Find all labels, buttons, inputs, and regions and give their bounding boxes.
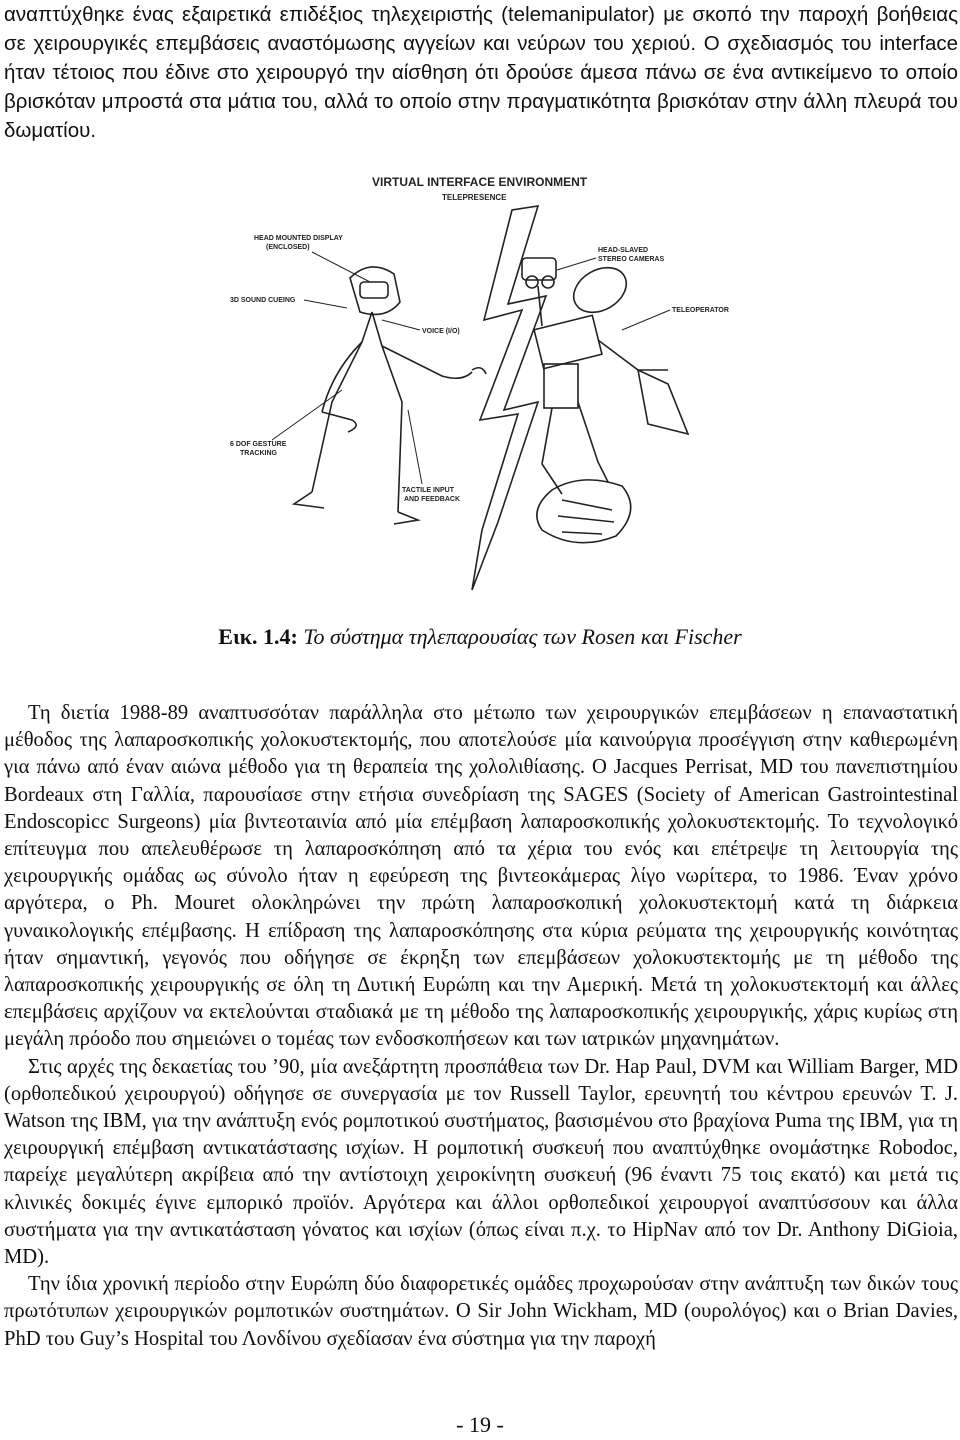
- paragraph-europe: Την ίδια χρονική περίοδο στην Ευρώπη δύο διαφορετικές ομάδες προχωρούσαν στην ανάπτυξη των δικών τους πρωτότυπων χειρουργικών ρομποτικών συστημάτων. Ο Sir John Wickham, MD (ουρολόγος) και ο Brian Davies, PhD του Guy’s Hospital του Λονδίνου σχεδίασαν ένα σύστημα για την παροχή: [4, 1273, 958, 1350]
- telepresence-figure: [222, 170, 782, 600]
- label-voice: VOICE (I/O): [422, 328, 460, 335]
- leader-sound: [304, 300, 347, 308]
- paragraph-laparoscopy: Τη διετία 1988-89 αναπτυσσόταν παράλληλα στο μέτωπο των χειρουργικών επεμβάσεων η επαναστατική μέθοδος της λαπαροσκοπικής χολοκυστεκτομής, που αποτελούσε μία καινούργια προσέγγιση στην καθιερωμένη για πάνω από έναν αιώνα μέθοδο για τη θεραπεία της χολολιθίασης. Ο Jacques Perrisat, MD του πανεπιστημίου Bordeaux στη Γαλλία, παρουσίασε στην ετήσια συνεδρίαση της SAGES (Society of American Gastrointestinal Endoscopicc Surgeons) μία βιντεοταινία από μία επέμβαση λαπαροσκοπικής χολοκυστεκτομής. Το τεχνολογικό επίτευγμα που απελευθέρωσε τη λαπαροσκόπηση από τα χέρια του ενός και επέτρεψε τη λειτουργία της χειρουργικής ομάδας ως σύνολο ήταν η εφεύρεση της βιντεοκάμερας λίγο νωρίτερα, το 1986. Έναν χρόνο αργότερα, ο Ph. Mouret ολοκληρώνει την πρώτη λαπαροσκοπική χολοκυστεκτομή κατά τη διάρκεια γυναικολογικής επέμβασης. Η επίδραση της λαπαροσκόπησης στα κύρια ρεύματα της χειρουργικής κοινότητας ήταν σημαντική, γεγονός που οδήγησε σε έκρηξη των επεμβάσεων χολοκυστεκτομής με τη μέθοδο της λαπαροσκοπικής χειρουργικής σε όλη τη Δυτική Ευρώπη και την Αμερική. Μετά τη χολοκυστεκτομή και άλλες επεμβάσεις αρχίζουν να εκτελούνται σταδιακά με τη μέθοδο της λαπαροσκοπικής χειρουργικής, χάρις κυρίως στη μεγάλη πρόοδο που σημειώνει ο τομέας των ενδοσκοπήσεων και των ιατρικών μηχανημάτων.: [4, 702, 958, 1051]
- figure-title: VIRTUAL INTERFACE ENVIRONMENT: [372, 175, 588, 189]
- figure-subtitle: TELEPRESENCE: [442, 193, 507, 202]
- separation-bolt: [472, 206, 546, 590]
- leader-hmd: [312, 252, 370, 282]
- label-cameras-2: STEREO CAMERAS: [598, 256, 665, 263]
- leader-teleoperator: [622, 310, 670, 330]
- intro-paragraph: αναπτύχθηκε ένας εξαιρετικά επιδέξιος τηλεχειριστής (telemanipulator) με σκοπό την παροχή βοήθειας σε χειρουργικές επεμβάσεις αναστόμωσης αγγείων και νεύρων του χεριού. Ο σχεδιασμός του interface ήταν τέτοιος που έδινε στο χειρουργό την αίσθηση ότι δρούσε άμεσα πάνω σε ένα αντικείμενο το οποίο βρισκόταν μπροστά στα μάτια του, αλλά το οποίο στην πραγματικότητα βρισκόταν στην άλλη πλευρά του δωματίου.: [4, 3, 958, 142]
- teleoperator-robot: [522, 258, 688, 543]
- figure-caption: [0, 624, 960, 650]
- operator-figure: [294, 267, 486, 524]
- label-teleoperator: TELEOPERATOR: [672, 307, 729, 314]
- label-gesture-1: 6 DOF GESTURE: [230, 441, 287, 448]
- caption-text: Το σύστημα τηλεπαρουσίας των Rosen και Fischer: [303, 624, 742, 649]
- paragraph-robodoc: Στις αρχές της δεκαετίας του ’90, μία ανεξάρτητη προσπάθεια των Dr. Hap Paul, DVM και William Barger, MD (ορθοπεδικού χειρουργού) οδήγησε σε συνεργασία με τον Russell Taylor, ερευνητή του κέντρου ερευνών T. J. Watson της IBM, για την ανάπτυξη ενός ρομποτικού συστήματος, βασισμένου στο βραχίονα Puma της IBM, για τη χειρουργική επέμβαση αντικατάστασης ισχίων. Η ρομποτική συσκευή που αναπτύχθηκε ονομάστηκε Robodoc, παρείχε μεγαλύτερη ακρίβεια από την αντίστοιχη χειροκίνητη συσκευή (96 έναντι 75 τοις εκατό) και μετά τις κλινικές δοκιμές έγινε εμπορικό προϊόν. Αργότερα και άλλοι ορθοπεδικοί χειρουργοί αναπτύσσουν και άλλα συστήματα για την αντικατάσταση γόνατος και ισχίων (όπως είναι π.χ. το HipNav από τον Dr. Anthony DiGioia, MD).: [4, 1055, 958, 1269]
- label-gesture-2: TRACKING: [240, 450, 277, 457]
- label-cameras-1: HEAD-SLAVED: [598, 247, 649, 254]
- leader-voice: [382, 320, 420, 330]
- body-text: [4, 700, 958, 1353]
- label-sound: 3D SOUND CUEING: [230, 297, 296, 304]
- label-hmd-1: HEAD MOUNTED DISPLAY: [254, 235, 343, 242]
- telepresence-illustration: [222, 170, 782, 600]
- leader-cameras: [557, 258, 596, 270]
- label-hmd-2: (ENCLOSED): [266, 244, 310, 251]
- caption-label: Εικ. 1.4:: [218, 624, 298, 649]
- label-tactile-2: AND FEEDBACK: [404, 496, 460, 503]
- leader-tactile: [408, 410, 422, 484]
- page-number: - 19 -: [456, 1412, 504, 1437]
- label-tactile-1: TACTILE INPUT: [402, 487, 454, 494]
